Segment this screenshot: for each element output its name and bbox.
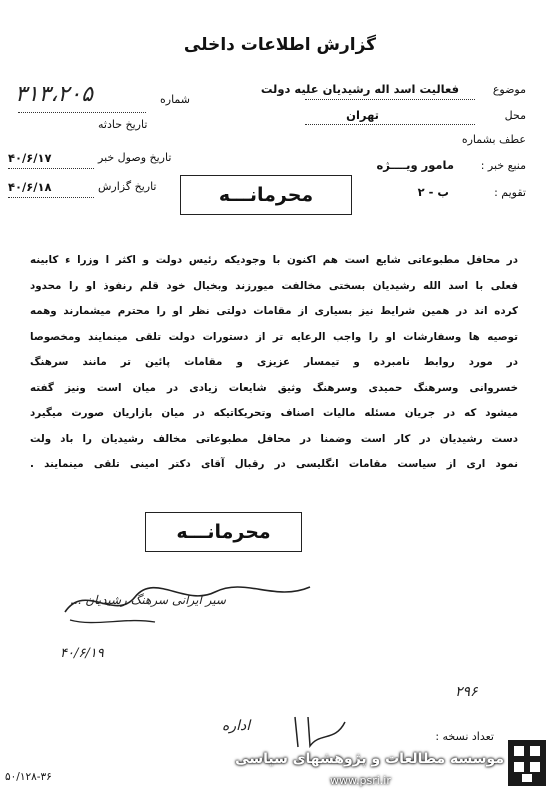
body-line: کرده اند در همین شرایط نیز بسیاری از مقامات دولتی نظر او را محترم میشمارند وهمه xyxy=(30,305,518,317)
report-date-label: تاریخ گزارش xyxy=(98,180,157,193)
watermark-name: موسسه مطالعات و پژوهشهای سیاسی xyxy=(235,751,504,767)
number-value: ۳۱۳،۲۰۵ xyxy=(15,82,93,107)
signature-text: سیر ایرانی سرهنگ رشیدیان ... xyxy=(70,593,226,607)
confidential-stamp-middle: محرمانـــه xyxy=(145,512,302,552)
institute-logo xyxy=(508,740,546,786)
body-line: نمود اری از سیاست مقامات انگلیسی در رقبال آقای دکتر امینی تلقی مینمایند . xyxy=(30,458,518,470)
report-body xyxy=(30,248,518,478)
report-title: گزارش اطلاعات داخلی xyxy=(183,35,377,55)
copies-label: تعداد نسخه : xyxy=(435,730,494,743)
corner-note: ۲۹۶ xyxy=(455,684,478,700)
location-value: تهران xyxy=(346,108,379,122)
incident-date-label: تاریخ حادثه xyxy=(98,118,148,131)
body-line: دست رشیدیان در کار است وضمنا در محافل مطبوعاتی مخالف رشیدیان را باد ولت xyxy=(30,432,518,445)
subject-value: فعالیت اسد اله رشیدیان علیه دولت xyxy=(260,82,459,96)
source-label: منبع خبر : xyxy=(480,159,526,172)
confidential-stamp-top: محرمانـــه xyxy=(180,175,352,215)
receipt-date-value: ۴۰/۶/۱۷ xyxy=(8,151,52,165)
source-value: مامور ویــــژه xyxy=(376,158,454,172)
body-line: در مورد روابط نامبرده و تیمسار عزیزی و مقامات پائین تر مانند سرهنگ xyxy=(30,356,518,368)
body-line: خسروانی وسرهنگ حمیدی وسرهنگ وثیق شایعات زیادی در میان است ونیز گفته xyxy=(30,381,518,394)
evaluation-value: ب - ۲ xyxy=(417,185,449,199)
receipt-date-label: تاریخ وصول خبر xyxy=(98,151,172,164)
form-number: ۵۰/۱۲۸-۳۶ xyxy=(5,771,52,783)
body-line: توصیه ها وسفارشات او را واجب الرعایه تر از دستورات دولت تلقی مینمایند ومخصوصا xyxy=(30,330,518,343)
body-line: در محافل مطبوعاتی شایع است هم اکنون با وجودیکه رئیس دولت و اکثر ا وزرا ء کابینه xyxy=(30,254,518,266)
location-label: محل xyxy=(504,109,526,122)
number-label: شماره xyxy=(160,93,191,106)
evaluation-label: تقویم : xyxy=(494,186,526,199)
report-date-value: ۴۰/۶/۱۸ xyxy=(8,180,52,194)
logo-emblem-icon xyxy=(508,740,546,786)
subject-label: موضوع xyxy=(492,83,526,96)
location-underline xyxy=(305,124,475,125)
reference-label: عطف بشماره xyxy=(461,133,526,146)
watermark-url: www.psri.ir xyxy=(330,774,391,787)
subject-underline xyxy=(305,99,475,100)
handwritten-initials: اداره xyxy=(222,718,251,734)
report-underline xyxy=(8,197,94,198)
handwritten-date: ۴۰/۶/۱۹ xyxy=(60,646,104,661)
number-underline xyxy=(18,112,146,113)
body-line: میشود که در جریان مسئله مالیات اصناف وتحریکاتیکه در میان بازاریان صورت میگیرد xyxy=(30,407,518,419)
handwritten-mark xyxy=(290,712,350,752)
body-line: فعلی با اسد الله رشیدیان بسختی مخالفت میورزند وبخیال خود قلم رنفوذ او را محدود xyxy=(30,279,518,292)
receipt-underline xyxy=(8,168,94,169)
